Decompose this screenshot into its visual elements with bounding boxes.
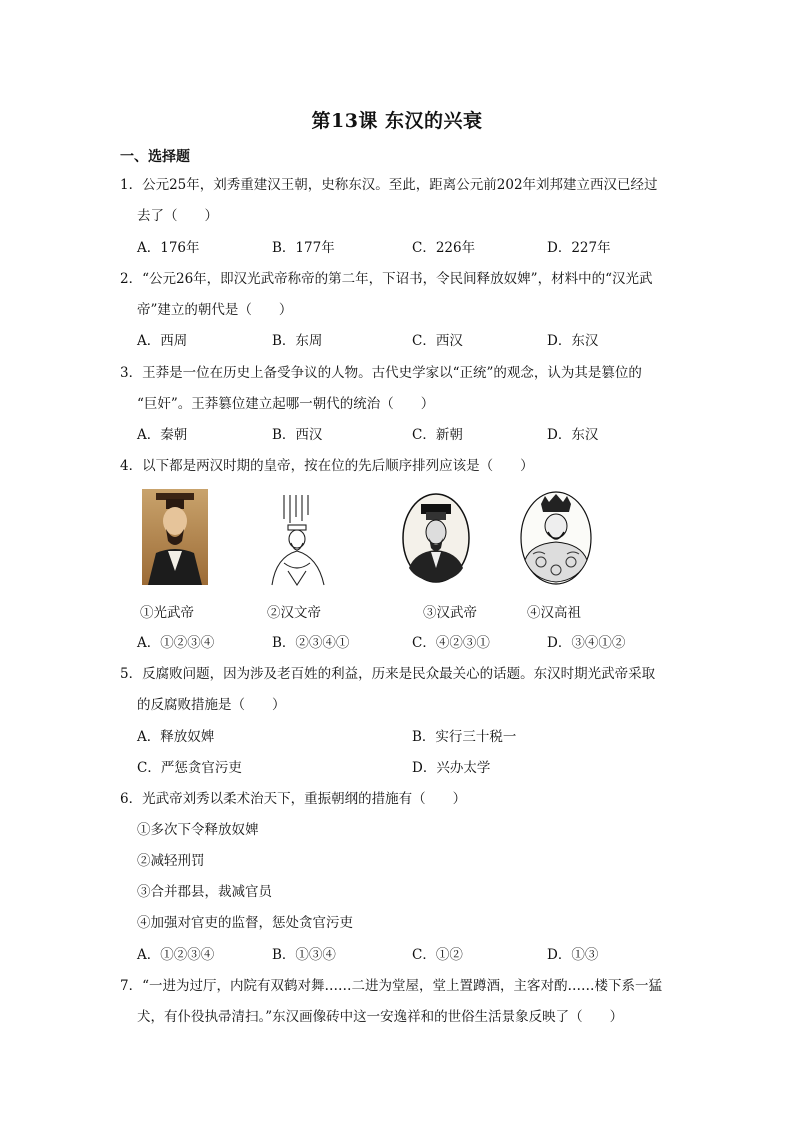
portrait-caption: ②汉文帝 xyxy=(267,605,321,621)
question-stem: 6．光武帝刘秀以柔术治天下，重振朝纲的措施有（ ） xyxy=(120,791,467,807)
question-stem: 1．公元25年，刘秀重建汉王朝，史称东汉。至此，距离公元前202年刘邦建立西汉已经过 xyxy=(120,177,658,193)
question-stem: 5．反腐败问题，因为涉及老百姓的利益，历来是民众最关心的话题。东汉时期光武帝采取 xyxy=(120,666,656,682)
option-b: B．东周 xyxy=(272,333,323,349)
statement-item: ③合并郡县，裁减官员 xyxy=(137,884,272,900)
option-d: D．东汉 xyxy=(547,333,599,349)
question-stem: 3．王莽是一位在历史上备受争议的人物。古代史学家以“正统”的观念，认为其是篡位的 xyxy=(120,365,642,381)
option-d: D．兴办太学 xyxy=(412,760,491,776)
question-stem: 去了（ ） xyxy=(137,208,218,224)
portrait-caption: ④汉高祖 xyxy=(527,605,581,621)
option-a: A．①②③④ xyxy=(137,635,215,651)
option-d: D．③④①② xyxy=(547,635,626,651)
option-c: C．④②③① xyxy=(412,635,490,651)
option-b: B．177年 xyxy=(272,240,335,256)
question-stem: 2．“公元26年，即汉光武帝称帝的第二年，下诏书，令民间释放奴婢”，材料中的“汉光武 xyxy=(120,271,653,287)
option-a: A．176年 xyxy=(137,240,200,256)
question-stem: 7．“一进为过厅，内院有双鹤对舞……二进为堂屋，堂上置蹲酒，主客对酌……楼下系一猛 xyxy=(120,978,662,994)
option-c: C．新朝 xyxy=(412,427,463,443)
portrait-guangwudi-image xyxy=(142,489,208,589)
portrait-caption: ③汉武帝 xyxy=(423,605,477,621)
section-title: 一、选择题 xyxy=(120,149,190,165)
option-a: A．秦朝 xyxy=(137,427,188,443)
question-stem: 帝”建立的朝代是（ ） xyxy=(137,302,293,318)
statement-item: ④加强对官吏的监督，惩处贪官污吏 xyxy=(137,915,353,931)
option-b: B．西汉 xyxy=(272,427,323,443)
question-stem: 犬，有仆役执帚清扫。”东汉画像砖中这一安逸祥和的世俗生活景象反映了（ ） xyxy=(137,1009,624,1025)
portrait-caption: ①光武帝 xyxy=(140,605,194,621)
portrait-gaozu-image xyxy=(519,490,593,590)
statement-item: ①多次下令释放奴婢 xyxy=(137,822,259,838)
option-b: B．①③④ xyxy=(272,947,336,963)
option-a: A．西周 xyxy=(137,333,188,349)
question-stem: 的反腐败措施是（ ） xyxy=(137,697,286,713)
question-stem: “巨奸”。王莽篡位建立起哪一朝代的统治（ ） xyxy=(137,396,435,412)
option-a: A．①②③④ xyxy=(137,947,215,963)
option-c: C．西汉 xyxy=(412,333,463,349)
option-a: A．释放奴婢 xyxy=(137,729,215,745)
portrait-wendi-image xyxy=(264,491,334,591)
option-c: C．①② xyxy=(412,947,463,963)
question-stem: 4．以下都是两汉时期的皇帝，按在位的先后顺序排列应该是（ ） xyxy=(120,458,534,474)
option-d: D．227年 xyxy=(547,240,611,256)
option-b: B．②③④① xyxy=(272,635,350,651)
option-b: B．实行三十税一 xyxy=(412,729,517,745)
option-d: D．东汉 xyxy=(547,427,599,443)
portrait-wudi-image xyxy=(401,492,471,588)
statement-item: ②减轻刑罚 xyxy=(137,853,205,869)
page-title: 第13课 东汉的兴衰 xyxy=(311,110,483,132)
option-c: C．226年 xyxy=(412,240,476,256)
option-c: C．严惩贪官污吏 xyxy=(137,760,242,776)
option-d: D．①③ xyxy=(547,947,599,963)
